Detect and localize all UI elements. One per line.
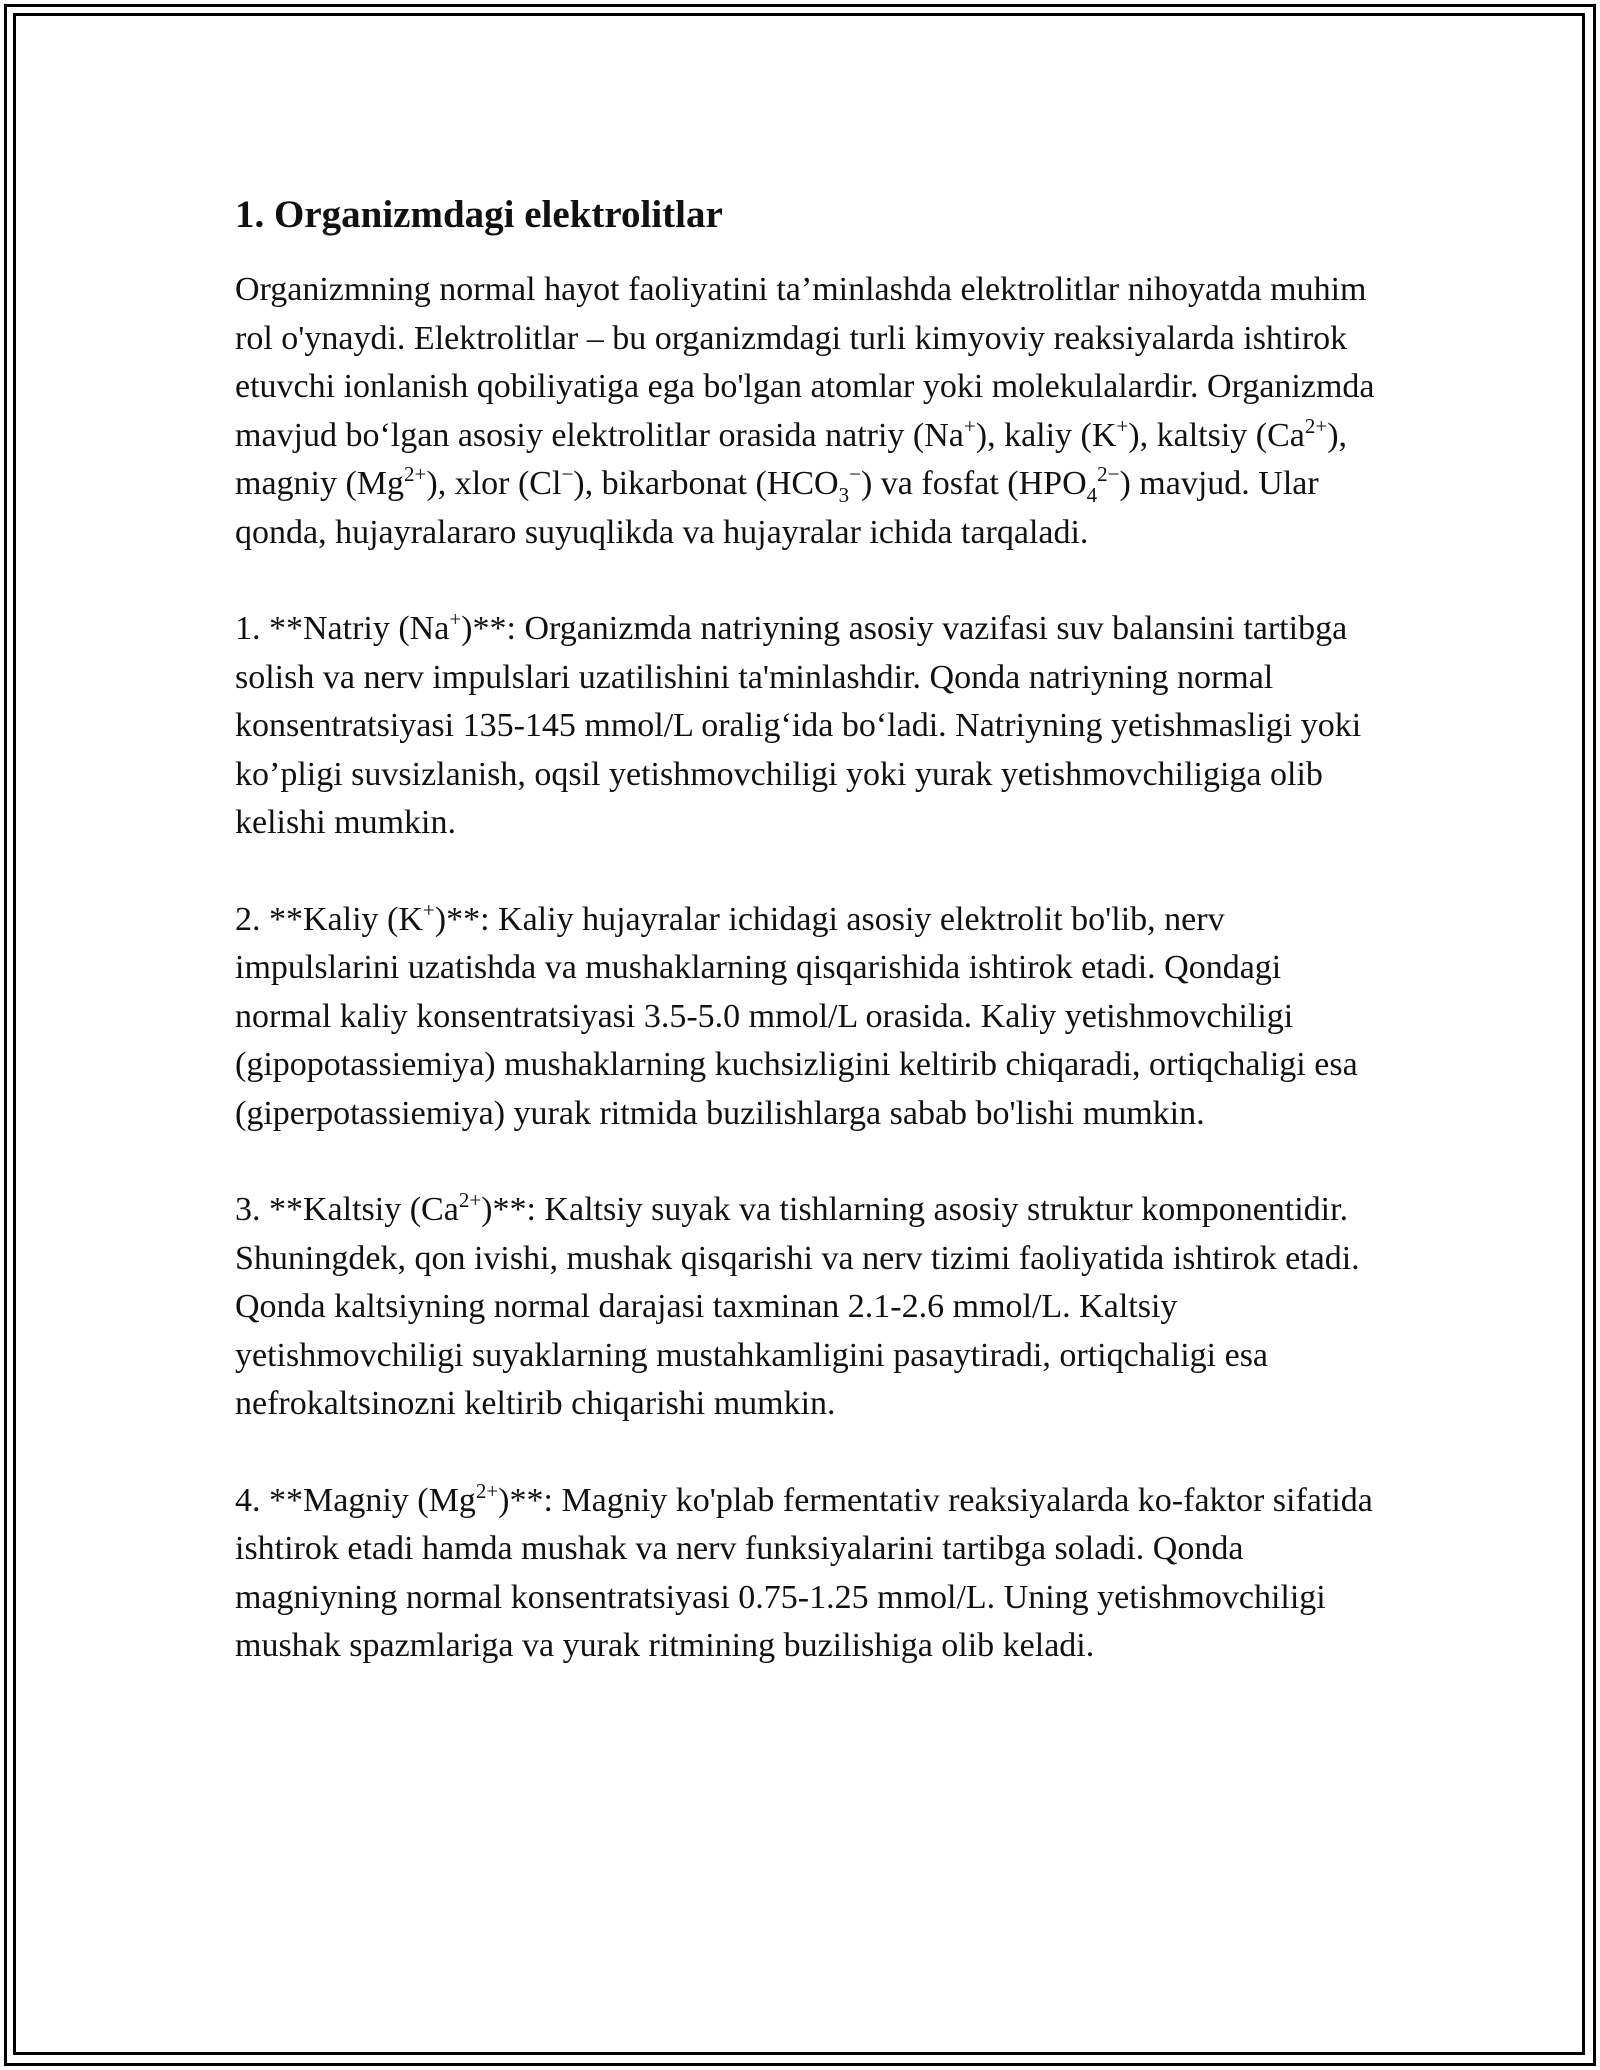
item-text: 3. **Kaltsiy (Ca — [235, 1191, 459, 1228]
intro-text: ), kaltsiy (Ca — [1128, 416, 1305, 454]
intro-text: ), xlor (Cl — [426, 465, 562, 502]
section-heading: 1. Organizmdagi elektrolitlar — [235, 193, 723, 236]
item-text: )**: Organizmda natriyning asosiy vazifasi suv balansini tartibga solish va nerv impulslari uzatilishini ta'minlashdir. Qonda natriyning normal konsentratsiyasi 135-145 mmol/L oralig‘ida bo‘ladi. Natriyning yetishmasligi yoki ko’pligi suvsizlanish, oqsil yetishmovchiligi yoki yurak yetishmovchiligiga olib kelishi mumkin. — [235, 610, 1362, 841]
intro-text: Organizmning normal hayot faoliyatini ta’minlashda elektrolitlar nihoyatda muhim rol o'ynaydi. Elektrolitlar – bu organizmdagi turli kimyoviy reaksiyalarda ishtirok etuvchi ionlanish qobiliyatiga ega bo'lgan atomlar yoki molekulalardir. Organizmda mavjud bo‘lgan asosiy elektrolitlar orasida natriy (Na — [235, 271, 1375, 454]
subscript: 3 — [838, 483, 850, 507]
superscript: + — [1116, 413, 1129, 438]
superscript: 2+ — [404, 462, 427, 486]
item-text: )**: Kaltsiy suyak va tishlarning asosiy struktur komponentidir. Shuningdek, qon ivishi, mushak qisqarishi va nerv tizimi faoliyatida ishtirok etadi. Qonda kaltsiyning normal darajasi taxminan 2.1-2.6 mmol/L. Kaltsiy yetishmovchiligi suyaklarning mustahkamligini pasaytiradi, ortiqchaligi esa nefrokaltsinozni keltirib chiqarishi mumkin. — [235, 1191, 1360, 1422]
item-text: 1. **Natriy (Na — [235, 610, 450, 647]
item-text: 2. **Kaliy (K — [235, 900, 423, 938]
intro-text: ) va fosfat (HPO — [860, 465, 1087, 502]
item-text: )**: Magniy ko'plab fermentativ reaksiyalarda ko-faktor sifatida ishtirok etadi hamda mushak va nerv funksiyalarini tartibga soladi. Qonda magniyning normal konsentratsiyasi 0.75-1.25 mmol/L. Uning yetishmovchiligi mushak spazmlariga va yurak ritmining buzilishiga olib keladi. — [235, 1481, 1373, 1664]
intro-paragraph — [235, 266, 1375, 557]
intro-text: ) mavjud. Ular qonda, hujayralararo suyuqlikda va hujayralar ichida tarqaladi. — [235, 465, 1319, 551]
superscript: + — [422, 897, 435, 922]
list-item-kaliy — [235, 896, 1375, 1139]
superscript: − — [561, 462, 574, 486]
superscript: 2− — [1097, 462, 1120, 486]
superscript: − — [849, 462, 861, 486]
superscript: 2+ — [458, 1188, 482, 1212]
subscript: 4 — [1086, 483, 1098, 507]
list-item-kaltsiy — [235, 1186, 1375, 1429]
item-text: )**: Kaliy hujayralar ichidagi asosiy elektrolit bo'lib, nerv impulslarini uzatishda va mushaklarning qisqarishida ishtirok etadi. Qondagi normal kaliy konsentratsiyasi 3.5-5.0 mmol/L orasida. Kaliy yetishmovchiligi (gipopotassiemiya) mushaklarning kuchsizligini keltirib chiqaradi, ortiqchaligi esa (giperpotassiemiya) yurak ritmida buzilishlarga sabab bo'lishi mumkin. — [235, 900, 1358, 1132]
superscript: 2+ — [1304, 413, 1328, 438]
superscript: + — [449, 607, 462, 631]
intro-text: ), bikarbonat (HCO — [573, 465, 839, 502]
document-body — [235, 188, 1375, 1719]
intro-text: ), kaliy (K — [975, 416, 1117, 454]
item-text: 4. **Magniy (Mg — [235, 1481, 476, 1519]
superscript: + — [963, 413, 976, 438]
list-item-natriy — [235, 605, 1375, 848]
intro-text: ), magniy (Mg — [235, 416, 1348, 502]
list-item-magniy — [235, 1477, 1375, 1671]
superscript: 2+ — [475, 1478, 499, 1503]
